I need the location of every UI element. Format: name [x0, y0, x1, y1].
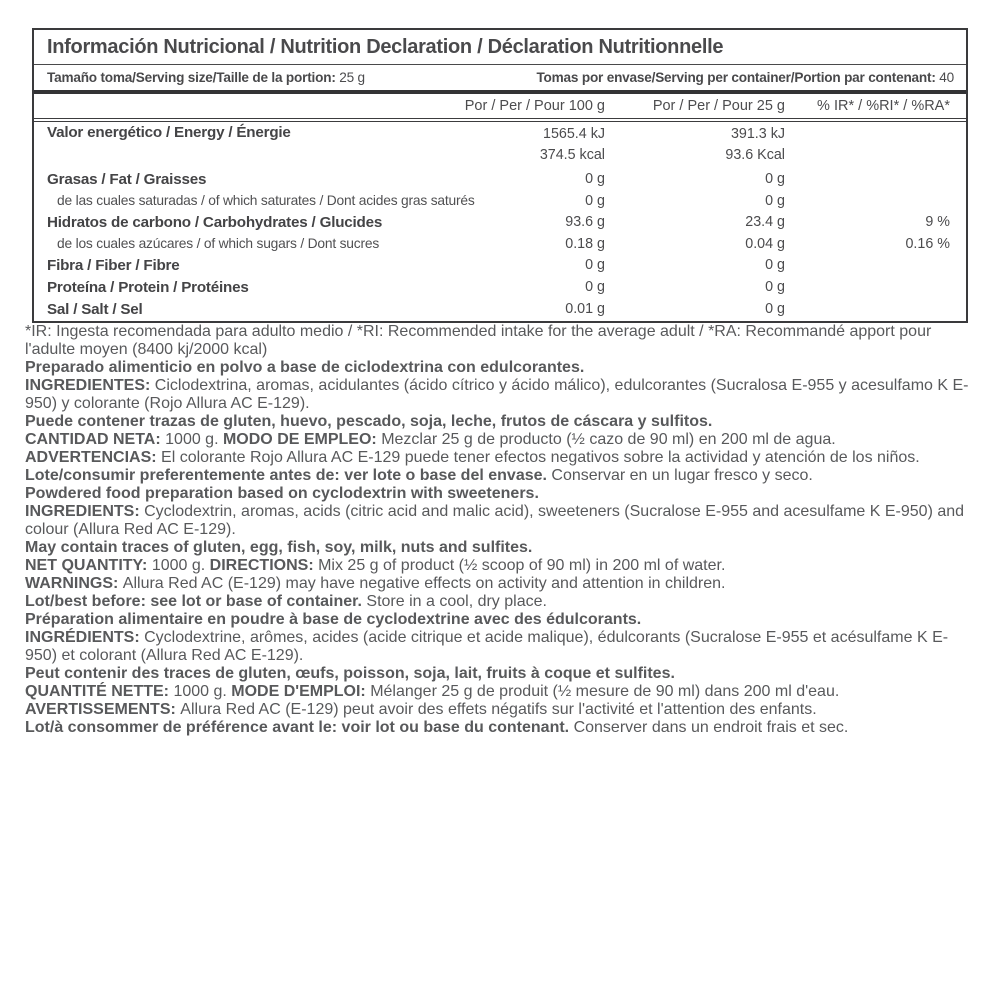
table-row-salt	[34, 299, 966, 321]
row-value-per-25g: 0 g	[765, 171, 785, 187]
row-label: Proteína / Protein / Protéines	[47, 279, 249, 296]
column-header-percent-ri: % IR* / %RI* / %RA*	[817, 98, 950, 114]
row-value-per-25g: 0 g	[765, 257, 785, 273]
row-value-per-100g: 0.18 g	[565, 236, 605, 252]
allergen-line: Puede contener trazas de gluten, huevo, pescado, soja, leche, frutos de cáscara y sulfitos.	[25, 413, 713, 430]
table-row-fat	[34, 169, 966, 191]
row-value-percent: 9 %	[925, 214, 950, 230]
row-value-per-100g: 1565.4 kJ 374.5 kcal	[539, 126, 605, 163]
table-row-protein	[34, 277, 966, 299]
table-row-sugars	[34, 234, 966, 255]
lot-storage-line: Lote/consumir preferentemente antes de: ver lote o base del envase. Conservar en un lugar fresco y seco.	[25, 467, 813, 484]
description-line: Préparation alimentaire en poudre à base de cyclodextrine avec des édulcorants.	[25, 611, 642, 628]
row-label: Valor energético / Energy / Énergie	[47, 124, 291, 141]
description-line: Powdered food preparation based on cyclodextrin with sweeteners.	[25, 485, 539, 502]
ingredients-section-en	[25, 485, 975, 611]
table-row-fiber	[34, 255, 966, 277]
description-line: Preparado alimenticio en polvo a base de ciclodextrina con edulcorantes.	[25, 359, 585, 376]
warnings-line: WARNINGS: Allura Red AC (E-129) may have negative effects on activity and attention in children.	[25, 575, 726, 592]
lot-storage-line: Lot/best before: see lot or base of container. Store in a cool, dry place.	[25, 593, 547, 610]
table-row-energy	[34, 122, 966, 169]
allergen-line: May contain traces of gluten, egg, fish, soy, milk, nuts and sulfites.	[25, 539, 533, 556]
serving-size: Tamaño toma/Serving size/Taille de la portion: 25 g	[47, 70, 365, 85]
net-quantity-directions-line: CANTIDAD NETA: 1000 g. MODO DE EMPLEO: Mezclar 25 g de producto (½ cazo de 90 ml) en 200 ml de agua.	[25, 431, 836, 448]
row-value-percent: 0.16 %	[905, 236, 950, 252]
row-value-per-25g: 0 g	[765, 301, 785, 317]
ingredients-section-es	[25, 359, 975, 485]
row-label: Sal / Salt / Sel	[47, 301, 143, 318]
row-value-per-25g: 0 g	[765, 193, 785, 209]
row-value-per-100g: 0 g	[585, 171, 605, 187]
ingredients-line: INGRÉDIENTS: Cyclodextrine, arômes, acides (acide citrique et acide malique), édulcorants (Sucralose E-955 et acésulfame K E-950) et colorant (Allura Red AC E-129).	[25, 629, 949, 664]
ingredients-line: INGREDIENTES: Ciclodextrina, aromas, acidulantes (ácido cítrico y ácido málico), edulcorantes (Sucralosa E-955 y acesulfamo K E-950) y colorante (Rojo Allura AC E-129).	[25, 377, 969, 412]
net-quantity-directions-line: QUANTITÉ NETTE: 1000 g. MODE D'EMPLOI: Mélanger 25 g de produit (½ mesure de 90 ml) dans 200 ml d'eau.	[25, 683, 840, 700]
row-value-per-100g: 0 g	[585, 257, 605, 273]
table-row-carbohydrates	[34, 212, 966, 234]
serving-size-row	[34, 65, 966, 94]
nutrition-table	[32, 28, 968, 323]
row-label: de las cuales saturadas / of which saturates / Dont acides gras saturés	[57, 193, 475, 208]
row-label: de los cuales azúcares / of which sugars / Dont sucres	[57, 236, 380, 251]
row-value-per-100g: 93.6 g	[565, 214, 605, 230]
servings-per-container: Tomas por envase/Serving per container/Portion par contenant: 40	[536, 70, 954, 85]
column-header-nutrient	[34, 98, 334, 114]
row-value-per-25g: 0 g	[765, 279, 785, 295]
row-label: Fibra / Fiber / Fibre	[47, 257, 180, 274]
table-row-saturates	[34, 191, 966, 212]
warnings-line: ADVERTENCIAS: El colorante Rojo Allura AC E-129 puede tener efectos negativos sobre la actividad y atención de los niños.	[25, 449, 920, 466]
allergen-line: Peut contenir des traces de gluten, œufs, poisson, soja, lait, fruits à coque et sulfites.	[25, 665, 675, 682]
column-header-per-100g: Por / Per / Pour 100 g	[464, 98, 605, 114]
row-label: Grasas / Fat / Graisses	[47, 171, 207, 188]
row-value-per-25g: 0.04 g	[745, 236, 785, 252]
ingredients-line: INGREDIENTS: Cyclodextrin, aromas, acids (citric acid and malic acid), sweeteners (Sucralose E-955 and acesulfame K E-950) and colour (Allura Red AC E-129).	[25, 503, 965, 538]
row-value-per-100g: 0.01 g	[565, 301, 605, 317]
lot-storage-line: Lot/à consommer de préférence avant le: voir lot ou base du contenant. Conserver dans un endroit frais et sec.	[25, 719, 849, 736]
row-value-per-25g: 391.3 kJ 93.6 Kcal	[725, 126, 785, 163]
table-title: Información Nutricional / Nutrition Declaration / Déclaration Nutritionnelle	[34, 30, 966, 65]
reference-intake-footnote: *IR: Ingesta recomendada para adulto medio / *RI: Recommended intake for the average adult / *RA: Recommandé apport pour l'adulte moyen (8400 kj/2000 kcal)	[25, 323, 932, 358]
row-value-per-100g: 0 g	[585, 193, 605, 209]
warnings-line: AVERTISSEMENTS: Allura Red AC (E-129) peut avoir des effets négatifs sur l'activité et l'attention des enfants.	[25, 701, 817, 718]
net-quantity-directions-line: NET QUANTITY: 1000 g. DIRECTIONS: Mix 25 g of product (½ scoop of 90 ml) in 200 ml of water.	[25, 557, 726, 574]
row-value-per-100g: 0 g	[585, 279, 605, 295]
column-header-row	[34, 94, 966, 122]
column-header-per-25g: Por / Per / Pour 25 g	[652, 98, 785, 114]
row-label: Hidratos de carbono / Carbohydrates / Glucides	[47, 214, 383, 231]
row-value-per-25g: 23.4 g	[745, 214, 785, 230]
ingredients-section-fr	[25, 611, 975, 737]
